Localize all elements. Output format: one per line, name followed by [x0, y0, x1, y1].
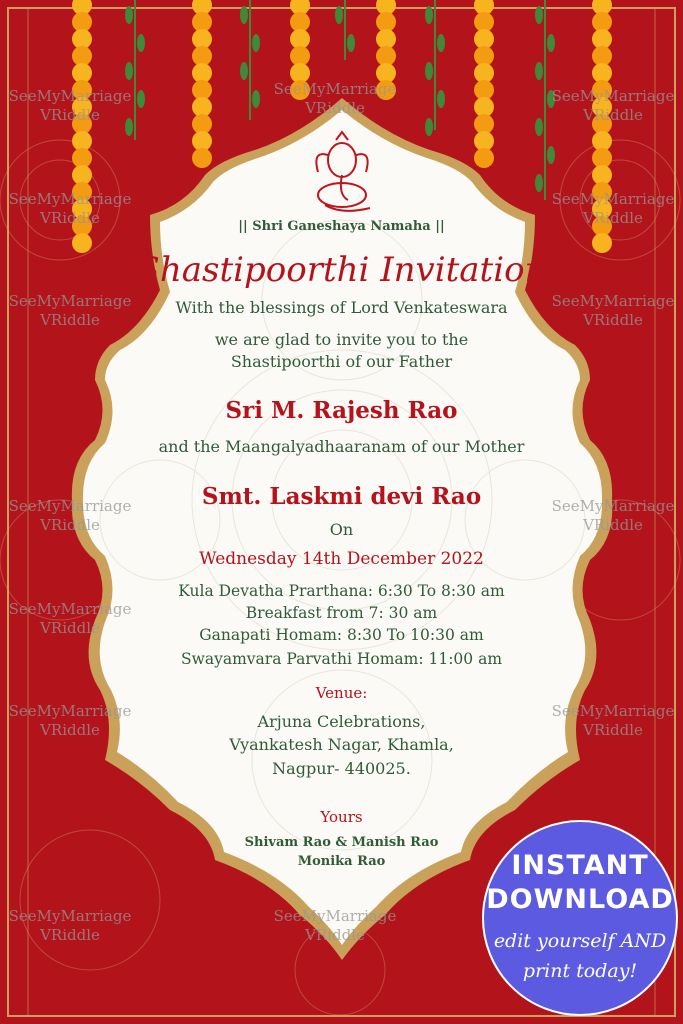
- watermark-line: SeeMyMarriage: [273, 907, 397, 925]
- watermark: [543, 87, 683, 125]
- watermark-line: SeeMyMarriage: [8, 600, 132, 618]
- venue-line: Vyankatesh Nagar, Khamla,: [229, 735, 454, 754]
- watermark: [0, 292, 140, 330]
- leaf: [425, 118, 433, 136]
- watermark-line: SeeMyMarriage: [551, 497, 675, 515]
- leaf: [535, 174, 543, 192]
- blessing: With the blessings of Lord Venkateswara: [175, 298, 508, 317]
- watermark: [0, 190, 140, 228]
- watermark: [0, 702, 140, 740]
- watermark-line: SeeMyMarriage: [8, 190, 132, 208]
- watermark: [543, 292, 683, 330]
- marigold-flower: [474, 148, 494, 168]
- badge-line-1: INSTANT: [511, 850, 649, 881]
- leaf: [547, 146, 555, 164]
- leaf: [137, 34, 145, 52]
- watermark: [0, 497, 140, 535]
- leaf: [535, 6, 543, 24]
- leaf: [437, 90, 445, 108]
- event-date: Wednesday 14th December 2022: [199, 549, 484, 569]
- watermark-line: SeeMyMarriage: [8, 87, 132, 105]
- watermark-line: VRiddle: [40, 516, 100, 534]
- watermark: [543, 702, 683, 740]
- leaf: [547, 34, 555, 52]
- watermark-line: SeeMyMarriage: [551, 292, 675, 310]
- host-names: Shivam Rao & Manish Rao: [244, 835, 439, 850]
- watermark: [265, 907, 405, 945]
- mother-line: and the Maangalyadhaaranam of our Mother: [158, 437, 525, 456]
- watermark: [543, 190, 683, 228]
- badge-line-3: edit yourself AND: [493, 930, 667, 952]
- watermark-line: VRiddle: [40, 209, 100, 227]
- watermark-line: VRiddle: [305, 99, 365, 117]
- intro-line-1: we are glad to invite you to the: [214, 330, 469, 349]
- invocation: || Shri Ganeshaya Namaha ||: [238, 219, 445, 234]
- watermark: [543, 497, 683, 535]
- schedule-item: Breakfast from 7: 30 am: [245, 604, 438, 622]
- watermark-line: SeeMyMarriage: [273, 80, 397, 98]
- watermark-line: VRiddle: [583, 721, 643, 739]
- schedule-item: Ganapati Homam: 8:30 To 10:30 am: [199, 626, 484, 644]
- leaf: [125, 6, 133, 24]
- watermark-line: VRiddle: [583, 209, 643, 227]
- leaf: [240, 62, 248, 80]
- father-name: Sri M. Rajesh Rao: [225, 397, 458, 424]
- leaf: [425, 62, 433, 80]
- leaf: [252, 90, 260, 108]
- venue-line: Nagpur- 440025.: [272, 759, 411, 778]
- host-names: Monika Rao: [297, 854, 386, 869]
- instant-download-badge: [482, 820, 678, 1016]
- watermark-line: SeeMyMarriage: [551, 87, 675, 105]
- badge-line-4: print today!: [522, 960, 638, 982]
- watermark-line: VRiddle: [305, 926, 365, 944]
- leaf: [437, 34, 445, 52]
- watermark-line: VRiddle: [583, 516, 643, 534]
- leaf: [240, 6, 248, 24]
- leaf: [535, 118, 543, 136]
- leaf: [535, 62, 543, 80]
- watermark-line: VRiddle: [40, 311, 100, 329]
- watermark-line: SeeMyMarriage: [8, 497, 132, 515]
- watermark-line: SeeMyMarriage: [8, 292, 132, 310]
- badge-line-2: DOWNLOAD: [486, 884, 674, 915]
- yours-label: Yours: [320, 808, 363, 826]
- watermark: [265, 80, 405, 118]
- watermark-line: VRiddle: [40, 619, 100, 637]
- leaf: [425, 6, 433, 24]
- venue-line: Arjuna Celebrations,: [257, 712, 426, 731]
- leaf: [252, 34, 260, 52]
- watermark: [0, 907, 140, 945]
- invitation-title: Shastipoorthi Invitation: [136, 250, 547, 290]
- venue-label: Venue:: [315, 684, 368, 702]
- schedule-item: Swayamvara Parvathi Homam: 11:00 am: [180, 650, 503, 668]
- schedule-item: Kula Devatha Prarthana: 6:30 To 8:30 am: [178, 582, 505, 600]
- watermark: [0, 87, 140, 125]
- marigold-flower: [192, 148, 212, 168]
- watermark-line: VRiddle: [40, 106, 100, 124]
- leaf: [335, 6, 343, 24]
- mother-name: Smt. Laskmi devi Rao: [201, 483, 482, 510]
- watermark-line: VRiddle: [583, 106, 643, 124]
- leaf: [125, 62, 133, 80]
- on-label: On: [329, 520, 354, 539]
- leaf: [347, 34, 355, 52]
- intro-line-2: Shastipoorthi of our Father: [230, 352, 453, 371]
- watermark-line: SeeMyMarriage: [551, 702, 675, 720]
- watermark-line: VRiddle: [583, 311, 643, 329]
- watermark-line: SeeMyMarriage: [551, 190, 675, 208]
- watermark-line: SeeMyMarriage: [8, 907, 132, 925]
- watermark-line: VRiddle: [40, 721, 100, 739]
- watermark-line: VRiddle: [40, 926, 100, 944]
- watermark: [0, 600, 140, 638]
- watermark-line: SeeMyMarriage: [8, 702, 132, 720]
